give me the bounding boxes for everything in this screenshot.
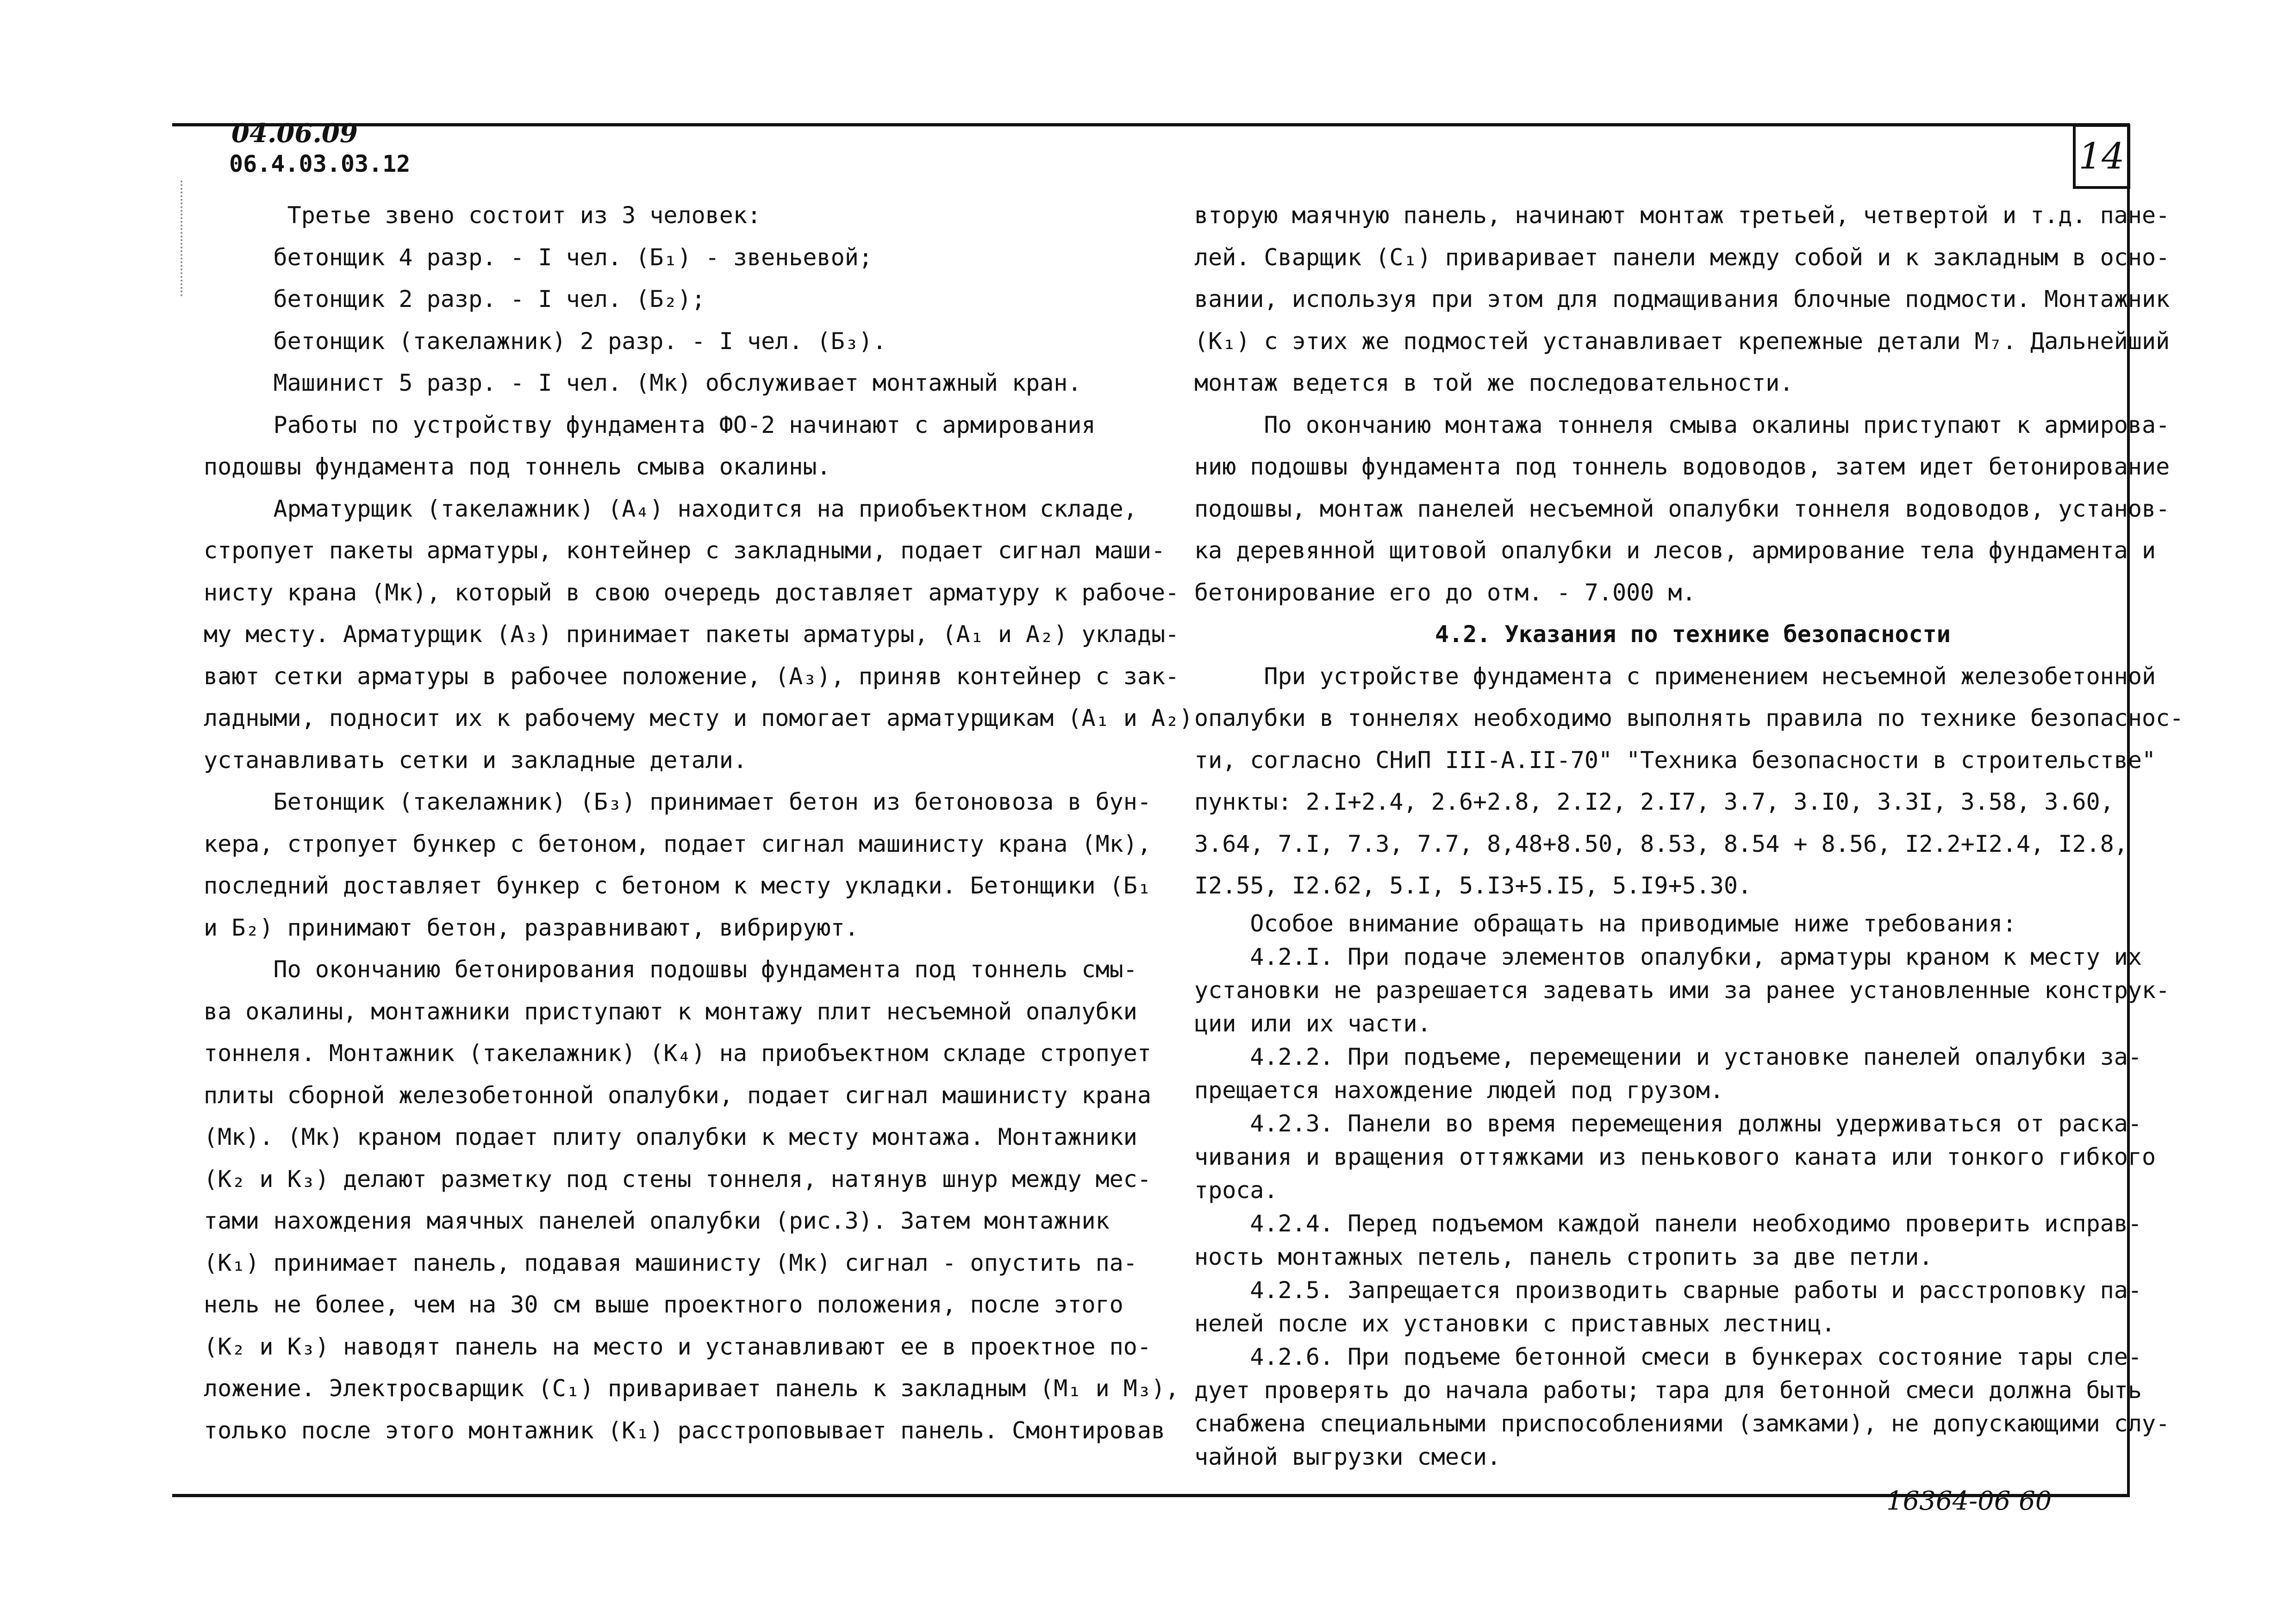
text-line: 4.2.5. Запрещается производить сварные работы и расстроповку па- bbox=[1194, 1276, 2142, 1304]
text-line: бетонирование его до отм. - 7.000 м. bbox=[1194, 579, 1696, 606]
text-line: чивания и вращения оттяжками из пенькового каната или тонкого гибкого bbox=[1194, 1143, 2156, 1170]
left-column bbox=[204, 194, 1193, 1451]
page-number-box bbox=[2073, 124, 2130, 189]
right-column-requirements bbox=[1194, 907, 2170, 1474]
text-line: троса. bbox=[1194, 1176, 1278, 1204]
text-line: нель не более, чем на 30 см выше проектного положения, после этого bbox=[204, 1291, 1123, 1318]
text-line: стропует пакеты арматуры, контейнер с закладными, подает сигнал маши- bbox=[204, 537, 1166, 564]
text-line: ность монтажных петель, панель стропить за две петли. bbox=[1194, 1243, 1933, 1270]
text-line: ка деревянной щитовой опалубки и лесов, армирование тела фундамента и bbox=[1194, 537, 2156, 564]
text-line: вторую маячную панель, начинают монтаж третьей, четвертой и т.д. пане- bbox=[1194, 202, 2170, 229]
text-line: нелей после их установки с приставных лестниц. bbox=[1194, 1310, 1835, 1337]
text-line: снабжена специальными приспособлениями (замками), не допускающими слу- bbox=[1194, 1410, 2170, 1437]
text-line: тами нахождения маячных панелей опалубки (рис.3). Затем монтажник bbox=[204, 1207, 1110, 1234]
text-line: ва окалины, монтажники приступают к монтажу плит несъемной опалубки bbox=[204, 998, 1137, 1025]
text-line: ладными, подносит их к рабочему месту и помогает арматурщикам (А₁ и А₂) bbox=[204, 705, 1193, 731]
text-line: (К₁) принимает панель, подавая машинисту (Мк) сигнал - опустить па- bbox=[204, 1249, 1137, 1276]
text-line: подошвы, монтаж панелей несъемной опалубки тоннеля водоводов, установ- bbox=[1194, 495, 2170, 522]
right-column bbox=[1194, 194, 2184, 1474]
text-line: 4.2.I. При подаче элементов опалубки, арматуры краном к месту их bbox=[1194, 943, 2142, 970]
text-line: ти, согласно СНиП III-А.II-70" "Техника безопасности в строительстве" bbox=[1194, 746, 2156, 774]
text-line: I2.55, I2.62, 5.I, 5.I3+5.I5, 5.I9+5.30. bbox=[1194, 872, 1752, 899]
text-line: кера, стропует бункер с бетоном, подает сигнал машинисту крана (Мк), bbox=[204, 830, 1151, 857]
text-line: монтаж ведется в той же последовательности. bbox=[1194, 369, 1794, 396]
text-line: 4.2.3. Панели во время перемещения должны удерживаться от раска- bbox=[1194, 1110, 2142, 1137]
text-line: бетонщик 2 разр. - I чел. (Б₂); bbox=[204, 286, 705, 312]
text-line: Особое внимание обращать на приводимые ниже требования: bbox=[1194, 910, 2017, 937]
text-line: лей. Сварщик (С₁) приваривает панели между собой и к закладным в осно- bbox=[1194, 244, 2170, 271]
text-line: прещается нахождение людей под грузом. bbox=[1194, 1076, 1724, 1104]
text-line: чайной выгрузки смеси. bbox=[1194, 1443, 1501, 1470]
binding-margin-marks bbox=[181, 181, 184, 296]
handwritten-date: 04.06.09 bbox=[231, 118, 358, 149]
text-line: установки не разрешается задевать ими за ранее установленные конструк- bbox=[1194, 976, 2170, 1004]
text-line: дует проверять до начала работы; тара для бетонной смеси должна быть bbox=[1194, 1376, 2142, 1404]
text-line: устанавливать сетки и закладные детали. bbox=[204, 746, 747, 774]
text-line: 4.2.6. При подъеме бетонной смеси в бункерах состояние тары сле- bbox=[1194, 1343, 2142, 1370]
text-line: По окончанию монтажа тоннеля смыва окалины приступают к армирова- bbox=[1194, 411, 2170, 438]
text-line: При устройстве фундамента с применением несъемной железобетонной bbox=[1194, 662, 2156, 690]
text-line: нию подошвы фундамента под тоннель водоводов, затем идет бетонирование bbox=[1194, 453, 2170, 480]
text-line: (К₂ и К₃) наводят панель на место и устанавливают ее в проектное по- bbox=[204, 1333, 1151, 1360]
section-heading: 4.2. Указания по технике безопасности bbox=[1435, 621, 1951, 648]
text-line: (К₂ и К₃) делают разметку под стены тоннеля, натянув шнур между мес- bbox=[204, 1165, 1151, 1193]
text-line: 4.2.4. Перед подъемом каждой панели необходимо проверить исправ- bbox=[1194, 1210, 2142, 1237]
text-line: и Б₂) принимают бетон, разравнивают, вибрируют. bbox=[204, 914, 859, 941]
text-line: опалубки в тоннелях необходимо выполнять правила по технике безопаснос- bbox=[1194, 705, 2184, 731]
text-line: вают сетки арматуры в рабочее положение, (А₃), приняв контейнер с зак- bbox=[204, 662, 1179, 690]
text-line: (К₁) с этих же подмостей устанавливает крепежные детали М₇. Дальнейший bbox=[1194, 327, 2170, 355]
text-line: плиты сборной железобетонной опалубки, подает сигнал машинисту крана bbox=[204, 1081, 1151, 1109]
text-line: подошвы фундамента под тоннель смыва окалины. bbox=[204, 453, 831, 480]
text-line: ции или их части. bbox=[1194, 1010, 1431, 1037]
text-line: тоннеля. Монтажник (такелажник) (К₄) на приобъектном складе стропует bbox=[204, 1040, 1151, 1067]
text-line: Работы по устройству фундамента ФО-2 начинают с армирования bbox=[204, 411, 1096, 438]
text-line: Третье звено состоит из 3 человек: bbox=[204, 202, 761, 229]
text-line: Бетонщик (такелажник) (Б₃) принимает бетон из бетоновоза в бун- bbox=[204, 788, 1151, 815]
text-line: 4.2.2. При подъеме, перемещении и установке панелей опалубки за- bbox=[1194, 1043, 2142, 1070]
footer-stamp: 16364-06 60 bbox=[1886, 1486, 2052, 1516]
text-line: последний доставляет бункер с бетоном к месту укладки. Бетонщики (Б₁ bbox=[204, 872, 1151, 899]
text-line: 3.64, 7.I, 7.3, 7.7, 8,48+8.50, 8.53, 8.54 + 8.56, I2.2+I2.4, I2.8, bbox=[1194, 830, 2128, 857]
text-line: Машинист 5 разр. - I чел. (Мк) обслуживает монтажный кран. bbox=[204, 369, 1082, 396]
text-line: ложение. Электросварщик (С₁) приваривает панель к закладным (М₁ и М₃), bbox=[204, 1375, 1179, 1402]
text-line: только после этого монтажник (К₁) расстроповывает панель. Смонтировав bbox=[204, 1417, 1166, 1444]
text-line: пункты: 2.I+2.4, 2.6+2.8, 2.I2, 2.I7, 3.7, 3.I0, 3.3I, 3.58, 3.60, bbox=[1194, 788, 2114, 815]
text-line: му месту. Арматурщик (А₃) принимает пакеты арматуры, (А₁ и А₂) уклады- bbox=[204, 621, 1179, 648]
text-line: вании, используя при этом для подмащивания блочные подмости. Монтажник bbox=[1194, 286, 2170, 312]
document-code: 06.4.03.03.12 bbox=[229, 150, 411, 177]
text-line: (Мк). (Мк) краном подает плиту опалубки к месту монтажа. Монтажники bbox=[204, 1124, 1137, 1150]
text-line: Арматурщик (такелажник) (А₄) находится на приобъектном складе, bbox=[204, 495, 1137, 522]
page-number: 14 bbox=[2078, 136, 2125, 177]
text-line: бетонщик 4 разр. - I чел. (Б₁) - звеньевой; bbox=[204, 244, 873, 271]
text-line: По окончанию бетонирования подошвы фундамента под тоннель смы- bbox=[204, 956, 1137, 983]
right-column-mid bbox=[1194, 656, 2184, 907]
text-line: бетонщик (такелажник) 2 разр. - I чел. (Б₃). bbox=[204, 327, 887, 355]
text-line: нисту крана (Мк), который в свою очередь доставляет арматуру к рабоче- bbox=[204, 579, 1179, 606]
right-column-top bbox=[1194, 194, 2170, 613]
